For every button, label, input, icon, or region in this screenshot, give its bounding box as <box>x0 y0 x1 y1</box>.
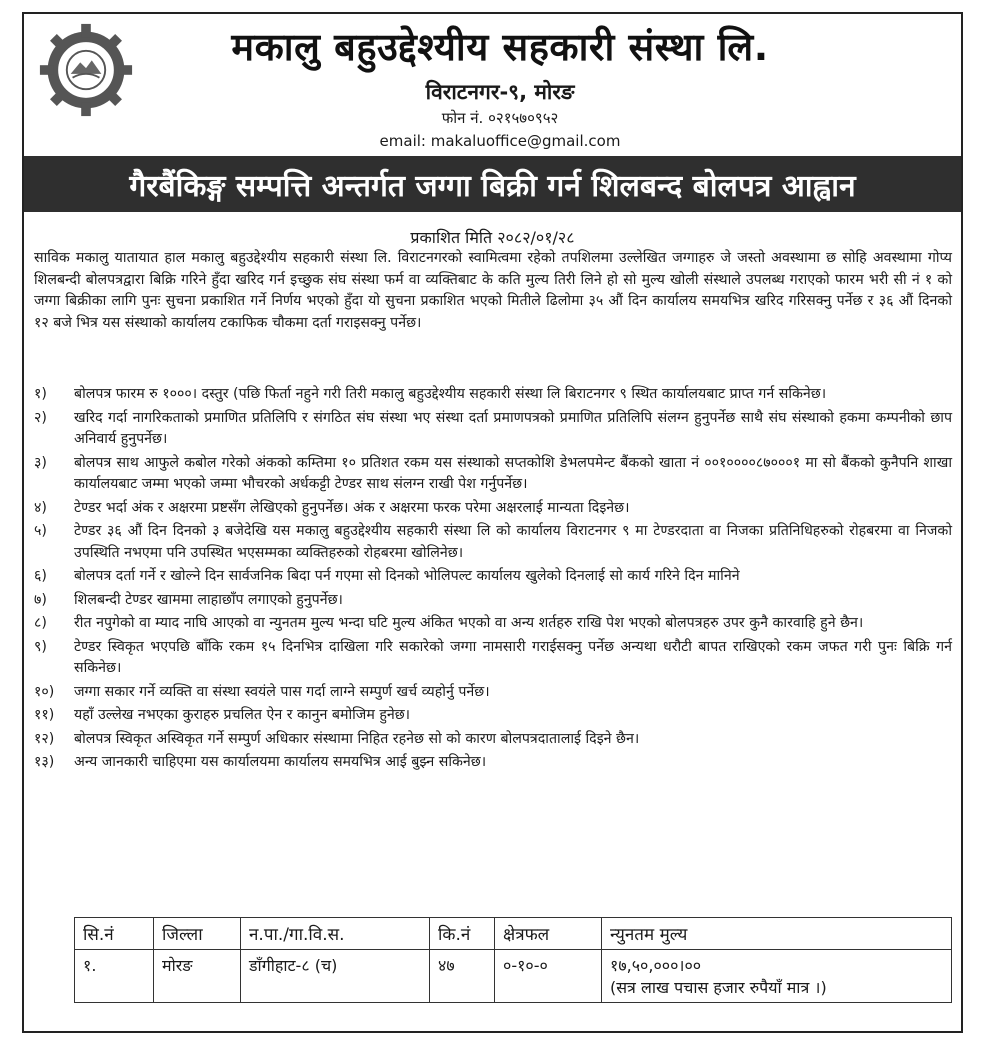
term-item <box>34 613 952 635</box>
column-header: सि.नं <box>75 918 154 950</box>
cell-minimum-price <box>602 950 952 1003</box>
term-item <box>34 682 952 704</box>
notice-title: गैरबैंकिङ्ग सम्पत्ति अन्तर्गत जग्गा बिक्री गर्न शिलबन्द बोलपत्र आह्वान <box>129 168 856 204</box>
organization-address: विराटनगर-९, मोरङ <box>425 80 575 104</box>
organization-name: मकालु बहुउद्देश्यीय सहकारी संस्था लि. <box>231 25 769 69</box>
term-number: ३) <box>34 454 47 471</box>
term-item <box>34 384 952 406</box>
column-header: क्षेत्रफल <box>495 918 602 950</box>
term-item <box>34 521 952 564</box>
term-item <box>34 498 952 520</box>
term-number: १) <box>34 386 47 402</box>
term-item <box>34 408 952 451</box>
column-header: न.पा./गा.वि.स. <box>241 918 430 950</box>
term-text: अन्य जानकारी चाहिएमा यस कार्यालयमा कार्यालय समयभित्र आई बुझ्न सकिनेछ। <box>74 754 487 770</box>
term-number: १३) <box>34 754 55 770</box>
column-header: न्युनतम मुल्य <box>602 918 952 950</box>
term-text: टेण्डर भर्दा अंक र अक्षरमा प्रष्टसँग लेखिएको हुनुपर्नेछ। अंक र अक्षरमा फरक परेमा अक्षरलाई मान्यता दिइनेछ। <box>74 499 630 516</box>
term-number: २) <box>34 409 47 426</box>
cooperative-logo-icon <box>38 22 134 118</box>
term-item <box>34 729 952 751</box>
price-figure: १७,५०,०००।०० <box>610 956 702 975</box>
term-text: खरिद गर्दा नागरिकताको प्रमाणित प्रतिलिपि र संगठित संघ संस्था भए संस्था दर्ता प्रमाणपत्रको प्रमाणित प्रतिलिपि संलग्न हुनुपर्नेछ साथै संघ संस्थाको हकमा कम्पनीको छाप अनिवार्य हुनुपर्नेछ। <box>74 409 952 447</box>
term-number: ४) <box>34 499 47 516</box>
intro-paragraph: साविक मकालु यातायात हाल मकालु बहुउद्देश्यीय सहकारी संस्था लि. विराटनगरको स्वामित्वमा रहेको तपशिलमा उल्लेखित जग्गाहरु जे जस्तो अवस्थामा छ सोहि अवस्थामा गोप्य शिलबन्दी बोलपत्रद्वारा बिक्रि गरिने हुँदा खरिद गर्न इच्छुक संघ संस्था फर्म वा व्यक्तिबाट के कति मुल्य तिरी लिने हो सो मुल्य खोली संस्थाले उपलब्ध गराएको फारम भरी सी नं १ को जग्गा बिक्रीका लागि पुनः सुचना प्रकाशित गर्ने निर्णय भएको हुँदा यो सुचना प्रकाशित भएको मितीले ढिलोमा ३५ औं दिन कार्यालय समयभित्र खरिद गरिसक्नु पर्नेछ र ३६ औं दिनको १२ बजे भित्र यस संस्थाको कार्यालय टकाफिक चौकमा दर्ता गराइसक्नु पर्नेछ। <box>34 250 952 331</box>
term-text: बोलपत्र फारम रु १०००। दस्तुर (पछि फिर्ता नहुने गरी तिरी मकालु बहुउद्देश्यीय सहकारी संस्था लि बिराटनगर ९ स्थित कार्यालयबाट प्राप्त गर्न सकिनेछ। <box>74 386 827 402</box>
table-header-row <box>75 918 952 950</box>
terms-list <box>34 384 952 776</box>
published-date: प्रकाशित मिति २०८२/०१/२८ <box>410 228 575 247</box>
term-number: ९) <box>34 638 47 655</box>
term-number: ८) <box>34 615 47 631</box>
term-text: टेण्डर स्विकृत भएपछि बाँकि रकम १५ दिनभित्र दाखिला गरि सकारेको जग्गा नामसारी गराईसक्नु पर्नेछ अन्यथा धरौटी बापत राखिएको रकम जफत गरी पुनः बिक्रि गर्न सकिनेछ। <box>74 638 952 676</box>
table-row <box>75 950 952 1003</box>
notice-title-banner <box>24 156 961 212</box>
organization-phone: फोन नं. ०२१५७०९५२ <box>441 109 559 127</box>
column-header: कि.नं <box>430 918 495 950</box>
term-text: बोलपत्र स्विकृत अस्विकृत गर्ने सम्पुर्ण अधिकार संस्थामा निहित रहनेछ सो को कारण बोलपत्रदातालाई दिइने छैन। <box>74 730 640 747</box>
term-item <box>34 705 952 727</box>
cell-area: ०-१०-० <box>495 950 602 1003</box>
cell-serial: १. <box>75 950 154 1003</box>
cell-municipality: डाँगीहाट-८ (च) <box>241 950 430 1003</box>
organization-email: email: makaluoffice@gmail.com <box>379 132 621 150</box>
cell-district: मोरङ <box>154 950 241 1003</box>
term-text: बोलपत्र साथ आफुले कबोल गरेको अंकको कम्तिमा १० प्रतिशत रकम यस संस्थाको सप्तकोशि डेभलपमेन्ट बैंकको खाता नं ००१००००८७०००१ मा सो बैंकको कुनैपनि शाखा कार्यालयबाट जम्मा भएको जम्मा भौचरको अर्धकट्टी टेण्डर साथ संलग्न राखी पेश गर्नुपर्नेछ। <box>74 454 952 492</box>
term-item <box>34 590 952 612</box>
term-number: १२) <box>34 730 55 747</box>
term-text: शिलबन्दी टेण्डर खाममा लाहाछाँप लगाएको हुनुपर्नेछ। <box>74 591 343 608</box>
cell-plot-number: ४७ <box>430 950 495 1003</box>
term-item <box>34 566 952 588</box>
term-item <box>34 637 952 680</box>
price-in-words: (सत्र लाख पचास हजार रुपैयाँ मात्र ।) <box>610 978 827 997</box>
term-item <box>34 752 952 774</box>
term-text: रीत नपुगेको वा म्याद नाघि आएको वा न्युनतम मुल्य भन्दा घटि मुल्य अंकित भएको वा अन्य शर्तहरु राखि पेश भएको बोलपत्रहरु उपर कुनै कारवाहि हुने छैन। <box>74 615 864 631</box>
term-number: १०) <box>34 683 55 700</box>
term-number: ६) <box>34 568 47 584</box>
term-text: जग्गा सकार गर्ने व्यक्ति वा संस्था स्वयंले पास गर्दा लाग्ने सम्पुर्ण खर्च व्यहोर्नु पर्नेछ। <box>74 683 490 700</box>
term-text: टेण्डर ३६ औं दिन दिनको ३ बजेदेखि यस मकालु बहुउद्देश्यीय सहकारी संस्था लि को कार्यालय विराटनगर ९ मा टेण्डरदाता वा निजका प्रतिनिधिहरुको रोहबरमा वा निजको उपस्थिति नभएमा पनि उपस्थित भएसम्मका व्यक्तिहरुको रोहबरमा खोलिनेछ। <box>74 523 952 561</box>
term-number: ७) <box>34 591 47 608</box>
term-item <box>34 453 952 496</box>
term-number: ५) <box>34 523 47 539</box>
land-details-table <box>74 917 952 1003</box>
column-header: जिल्ला <box>154 918 241 950</box>
term-text: यहाँ उल्लेख नभएका कुराहरु प्रचलित ऐन र कानुन बमोजिम हुनेछ। <box>74 707 411 723</box>
term-text: बोलपत्र दर्ता गर्ने र खोल्ने दिन सार्वजनिक बिदा पर्न गएमा सो दिनको भोलिपल्ट कार्यालय खुलेको दिनलाई सो कार्य गरिने दिन मानिने <box>74 568 740 584</box>
term-number: ११) <box>34 707 55 723</box>
